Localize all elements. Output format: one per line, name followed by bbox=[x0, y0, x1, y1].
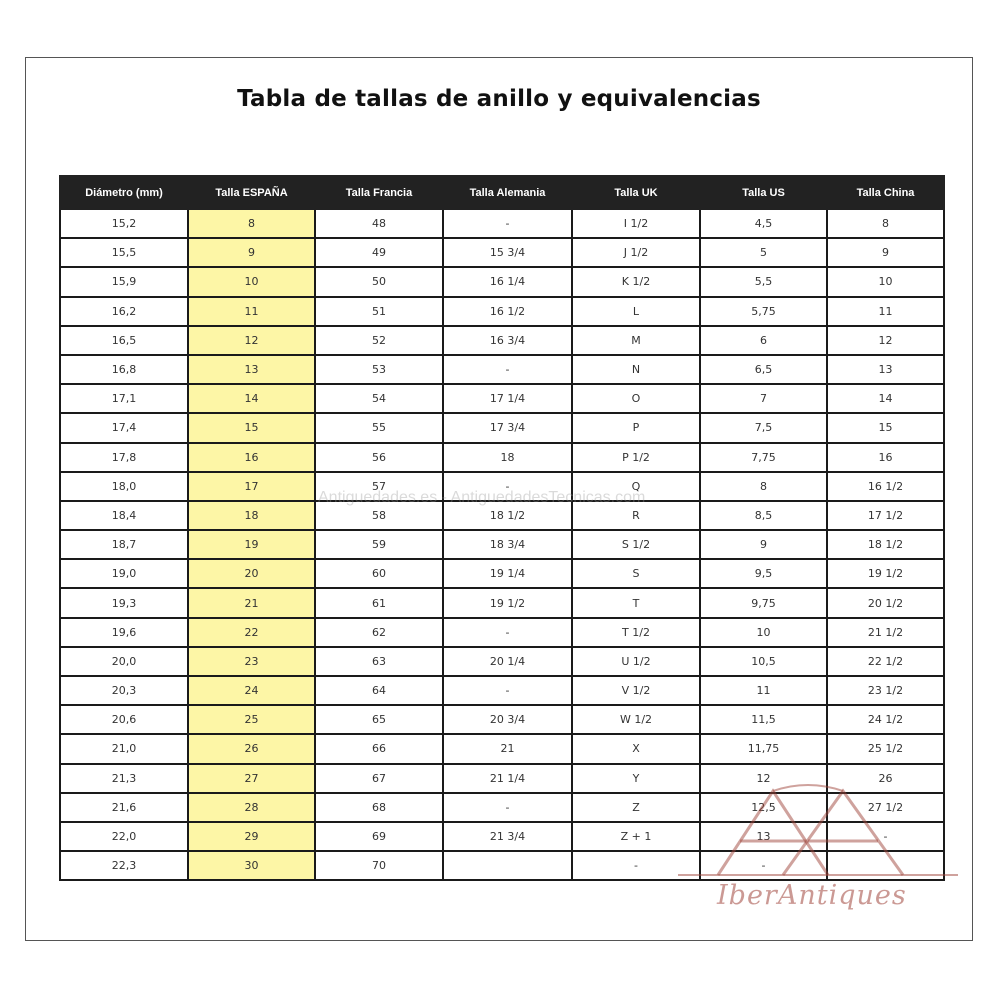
cell-germany: 17 3/4 bbox=[443, 413, 572, 442]
cell-france: 68 bbox=[315, 793, 443, 822]
cell-diameter: 16,2 bbox=[60, 297, 188, 326]
cell-spain: 14 bbox=[188, 384, 315, 413]
cell-germany: - bbox=[443, 793, 572, 822]
cell-spain: 29 bbox=[188, 822, 315, 851]
cell-diameter: 15,9 bbox=[60, 267, 188, 296]
cell-uk: P bbox=[572, 413, 700, 442]
cell-spain: 10 bbox=[188, 267, 315, 296]
cell-germany: - bbox=[443, 355, 572, 384]
cell-spain: 27 bbox=[188, 764, 315, 793]
cell-uk: S 1/2 bbox=[572, 530, 700, 559]
cell-germany: 21 1/4 bbox=[443, 764, 572, 793]
cell-germany: - bbox=[443, 618, 572, 647]
cell-france: 56 bbox=[315, 443, 443, 472]
cell-france: 50 bbox=[315, 267, 443, 296]
cell-france: 65 bbox=[315, 705, 443, 734]
cell-germany: 21 bbox=[443, 734, 572, 763]
cell-diameter: 17,1 bbox=[60, 384, 188, 413]
page-title: Tabla de tallas de anillo y equivalencias bbox=[237, 86, 761, 112]
cell-spain: 18 bbox=[188, 501, 315, 530]
table-row bbox=[60, 238, 944, 267]
cell-uk: O bbox=[572, 384, 700, 413]
cell-spain: 15 bbox=[188, 413, 315, 442]
cell-germany: 16 3/4 bbox=[443, 326, 572, 355]
cell-uk: S bbox=[572, 559, 700, 588]
cell-diameter: 18,0 bbox=[60, 472, 188, 501]
cell-spain: 8 bbox=[188, 209, 315, 238]
cell-spain: 9 bbox=[188, 238, 315, 267]
cell-germany: 21 3/4 bbox=[443, 822, 572, 851]
cell-france: 67 bbox=[315, 764, 443, 793]
table-row bbox=[60, 209, 944, 238]
table-row bbox=[60, 647, 944, 676]
cell-china: 24 1/2 bbox=[827, 705, 944, 734]
table-row bbox=[60, 384, 944, 413]
cell-china: 9 bbox=[827, 238, 944, 267]
cell-diameter: 16,5 bbox=[60, 326, 188, 355]
cell-uk: L bbox=[572, 297, 700, 326]
cell-diameter: 18,7 bbox=[60, 530, 188, 559]
cell-us: 11,5 bbox=[700, 705, 827, 734]
cell-us: 4,5 bbox=[700, 209, 827, 238]
table-row bbox=[60, 588, 944, 617]
cell-china: 27 1/2 bbox=[827, 793, 944, 822]
cell-us: 10,5 bbox=[700, 647, 827, 676]
cell-diameter: 20,0 bbox=[60, 647, 188, 676]
cell-france: 51 bbox=[315, 297, 443, 326]
table-row bbox=[60, 705, 944, 734]
table-row bbox=[60, 530, 944, 559]
cell-france: 54 bbox=[315, 384, 443, 413]
cell-diameter: 19,6 bbox=[60, 618, 188, 647]
cell-spain: 13 bbox=[188, 355, 315, 384]
cell-us: 12 bbox=[700, 764, 827, 793]
cell-china: 26 bbox=[827, 764, 944, 793]
cell-uk: T 1/2 bbox=[572, 618, 700, 647]
cell-uk: M bbox=[572, 326, 700, 355]
cell-uk: Y bbox=[572, 764, 700, 793]
cell-uk: P 1/2 bbox=[572, 443, 700, 472]
cell-us: 5,75 bbox=[700, 297, 827, 326]
cell-us: 8 bbox=[700, 472, 827, 501]
cell-diameter: 22,3 bbox=[60, 851, 188, 880]
cell-germany bbox=[443, 851, 572, 880]
cell-us: 6,5 bbox=[700, 355, 827, 384]
cell-china: 15 bbox=[827, 413, 944, 442]
cell-uk: Q bbox=[572, 472, 700, 501]
header-us: Talla US bbox=[700, 176, 827, 209]
cell-spain: 17 bbox=[188, 472, 315, 501]
cell-china: 11 bbox=[827, 297, 944, 326]
cell-us: 9,5 bbox=[700, 559, 827, 588]
cell-china bbox=[827, 851, 944, 880]
cell-diameter: 18,4 bbox=[60, 501, 188, 530]
cell-germany: 17 1/4 bbox=[443, 384, 572, 413]
cell-uk: I 1/2 bbox=[572, 209, 700, 238]
cell-china: 14 bbox=[827, 384, 944, 413]
cell-china: 25 1/2 bbox=[827, 734, 944, 763]
table-row bbox=[60, 472, 944, 501]
cell-spain: 21 bbox=[188, 588, 315, 617]
cell-germany: 20 3/4 bbox=[443, 705, 572, 734]
cell-china: 12 bbox=[827, 326, 944, 355]
cell-france: 69 bbox=[315, 822, 443, 851]
ring-size-table bbox=[59, 175, 945, 881]
cell-diameter: 17,4 bbox=[60, 413, 188, 442]
cell-diameter: 21,6 bbox=[60, 793, 188, 822]
cell-us: 7,75 bbox=[700, 443, 827, 472]
table-header-row bbox=[60, 176, 944, 209]
table-row bbox=[60, 618, 944, 647]
table-row bbox=[60, 822, 944, 851]
cell-germany: 16 1/4 bbox=[443, 267, 572, 296]
table-row bbox=[60, 559, 944, 588]
cell-us: 7 bbox=[700, 384, 827, 413]
cell-us: 10 bbox=[700, 618, 827, 647]
table-row bbox=[60, 764, 944, 793]
table-row bbox=[60, 297, 944, 326]
cell-diameter: 21,0 bbox=[60, 734, 188, 763]
table-row bbox=[60, 267, 944, 296]
cell-diameter: 20,6 bbox=[60, 705, 188, 734]
cell-france: 63 bbox=[315, 647, 443, 676]
cell-us: 8,5 bbox=[700, 501, 827, 530]
header-uk: Talla UK bbox=[572, 176, 700, 209]
cell-china: 19 1/2 bbox=[827, 559, 944, 588]
cell-us: 6 bbox=[700, 326, 827, 355]
cell-spain: 22 bbox=[188, 618, 315, 647]
cell-us: 5,5 bbox=[700, 267, 827, 296]
table-row bbox=[60, 326, 944, 355]
header-spain: Talla ESPAÑA bbox=[188, 176, 315, 209]
cell-uk: R bbox=[572, 501, 700, 530]
cell-us: 12,5 bbox=[700, 793, 827, 822]
cell-spain: 20 bbox=[188, 559, 315, 588]
cell-china: 21 1/2 bbox=[827, 618, 944, 647]
cell-germany: 19 1/4 bbox=[443, 559, 572, 588]
cell-us: 5 bbox=[700, 238, 827, 267]
cell-germany: 18 3/4 bbox=[443, 530, 572, 559]
cell-diameter: 16,8 bbox=[60, 355, 188, 384]
cell-uk: J 1/2 bbox=[572, 238, 700, 267]
header-diameter: Diámetro (mm) bbox=[60, 176, 188, 209]
cell-spain: 26 bbox=[188, 734, 315, 763]
cell-spain: 16 bbox=[188, 443, 315, 472]
watermark-text: Antiguedades.es - AntiguedadesTecnicas.com bbox=[318, 489, 646, 506]
cell-china: 10 bbox=[827, 267, 944, 296]
cell-france: 61 bbox=[315, 588, 443, 617]
cell-france: 66 bbox=[315, 734, 443, 763]
cell-france: 55 bbox=[315, 413, 443, 442]
cell-france: 49 bbox=[315, 238, 443, 267]
cell-diameter: 22,0 bbox=[60, 822, 188, 851]
cell-uk: T bbox=[572, 588, 700, 617]
cell-germany: 20 1/4 bbox=[443, 647, 572, 676]
cell-us: 9 bbox=[700, 530, 827, 559]
cell-spain: 25 bbox=[188, 705, 315, 734]
cell-diameter: 21,3 bbox=[60, 764, 188, 793]
cell-france: 64 bbox=[315, 676, 443, 705]
cell-us: 11 bbox=[700, 676, 827, 705]
cell-china: 16 bbox=[827, 443, 944, 472]
cell-france: 59 bbox=[315, 530, 443, 559]
cell-germany: - bbox=[443, 676, 572, 705]
cell-germany: 18 bbox=[443, 443, 572, 472]
cell-germany: 18 1/2 bbox=[443, 501, 572, 530]
cell-uk: Z bbox=[572, 793, 700, 822]
table-row bbox=[60, 793, 944, 822]
cell-china: 22 1/2 bbox=[827, 647, 944, 676]
cell-china: 16 1/2 bbox=[827, 472, 944, 501]
table-row bbox=[60, 676, 944, 705]
cell-china: 13 bbox=[827, 355, 944, 384]
cell-france: 62 bbox=[315, 618, 443, 647]
cell-uk: N bbox=[572, 355, 700, 384]
cell-us: 9,75 bbox=[700, 588, 827, 617]
header-china: Talla China bbox=[827, 176, 944, 209]
cell-france: 60 bbox=[315, 559, 443, 588]
cell-china: 17 1/2 bbox=[827, 501, 944, 530]
header-germany: Talla Alemania bbox=[443, 176, 572, 209]
cell-spain: 23 bbox=[188, 647, 315, 676]
cell-us: - bbox=[700, 851, 827, 880]
cell-uk: W 1/2 bbox=[572, 705, 700, 734]
cell-china: 20 1/2 bbox=[827, 588, 944, 617]
cell-diameter: 15,5 bbox=[60, 238, 188, 267]
table-row bbox=[60, 734, 944, 763]
cell-us: 7,5 bbox=[700, 413, 827, 442]
table-row bbox=[60, 443, 944, 472]
cell-diameter: 15,2 bbox=[60, 209, 188, 238]
table-row bbox=[60, 501, 944, 530]
cell-germany: 15 3/4 bbox=[443, 238, 572, 267]
table-row bbox=[60, 413, 944, 442]
header-france: Talla Francia bbox=[315, 176, 443, 209]
cell-uk: - bbox=[572, 851, 700, 880]
cell-spain: 19 bbox=[188, 530, 315, 559]
cell-france: 58 bbox=[315, 501, 443, 530]
cell-diameter: 19,0 bbox=[60, 559, 188, 588]
cell-france: 48 bbox=[315, 209, 443, 238]
cell-france: 70 bbox=[315, 851, 443, 880]
page-frame bbox=[25, 57, 973, 941]
cell-france: 52 bbox=[315, 326, 443, 355]
cell-uk: K 1/2 bbox=[572, 267, 700, 296]
cell-france: 57 bbox=[315, 472, 443, 501]
cell-spain: 30 bbox=[188, 851, 315, 880]
cell-uk: X bbox=[572, 734, 700, 763]
cell-spain: 24 bbox=[188, 676, 315, 705]
cell-diameter: 20,3 bbox=[60, 676, 188, 705]
cell-china: - bbox=[827, 822, 944, 851]
cell-diameter: 17,8 bbox=[60, 443, 188, 472]
cell-uk: V 1/2 bbox=[572, 676, 700, 705]
cell-china: 23 1/2 bbox=[827, 676, 944, 705]
cell-china: 18 1/2 bbox=[827, 530, 944, 559]
cell-us: 13 bbox=[700, 822, 827, 851]
cell-germany: 19 1/2 bbox=[443, 588, 572, 617]
logo-name: IberAntiques bbox=[717, 880, 907, 911]
cell-spain: 28 bbox=[188, 793, 315, 822]
cell-germany: - bbox=[443, 209, 572, 238]
cell-germany: 16 1/2 bbox=[443, 297, 572, 326]
cell-us: 11,75 bbox=[700, 734, 827, 763]
cell-china: 8 bbox=[827, 209, 944, 238]
cell-spain: 11 bbox=[188, 297, 315, 326]
table-row bbox=[60, 355, 944, 384]
table-body bbox=[60, 209, 944, 880]
cell-diameter: 19,3 bbox=[60, 588, 188, 617]
cell-germany: - bbox=[443, 472, 572, 501]
cell-uk: U 1/2 bbox=[572, 647, 700, 676]
table-row bbox=[60, 851, 944, 880]
cell-france: 53 bbox=[315, 355, 443, 384]
cell-spain: 12 bbox=[188, 326, 315, 355]
cell-uk: Z + 1 bbox=[572, 822, 700, 851]
